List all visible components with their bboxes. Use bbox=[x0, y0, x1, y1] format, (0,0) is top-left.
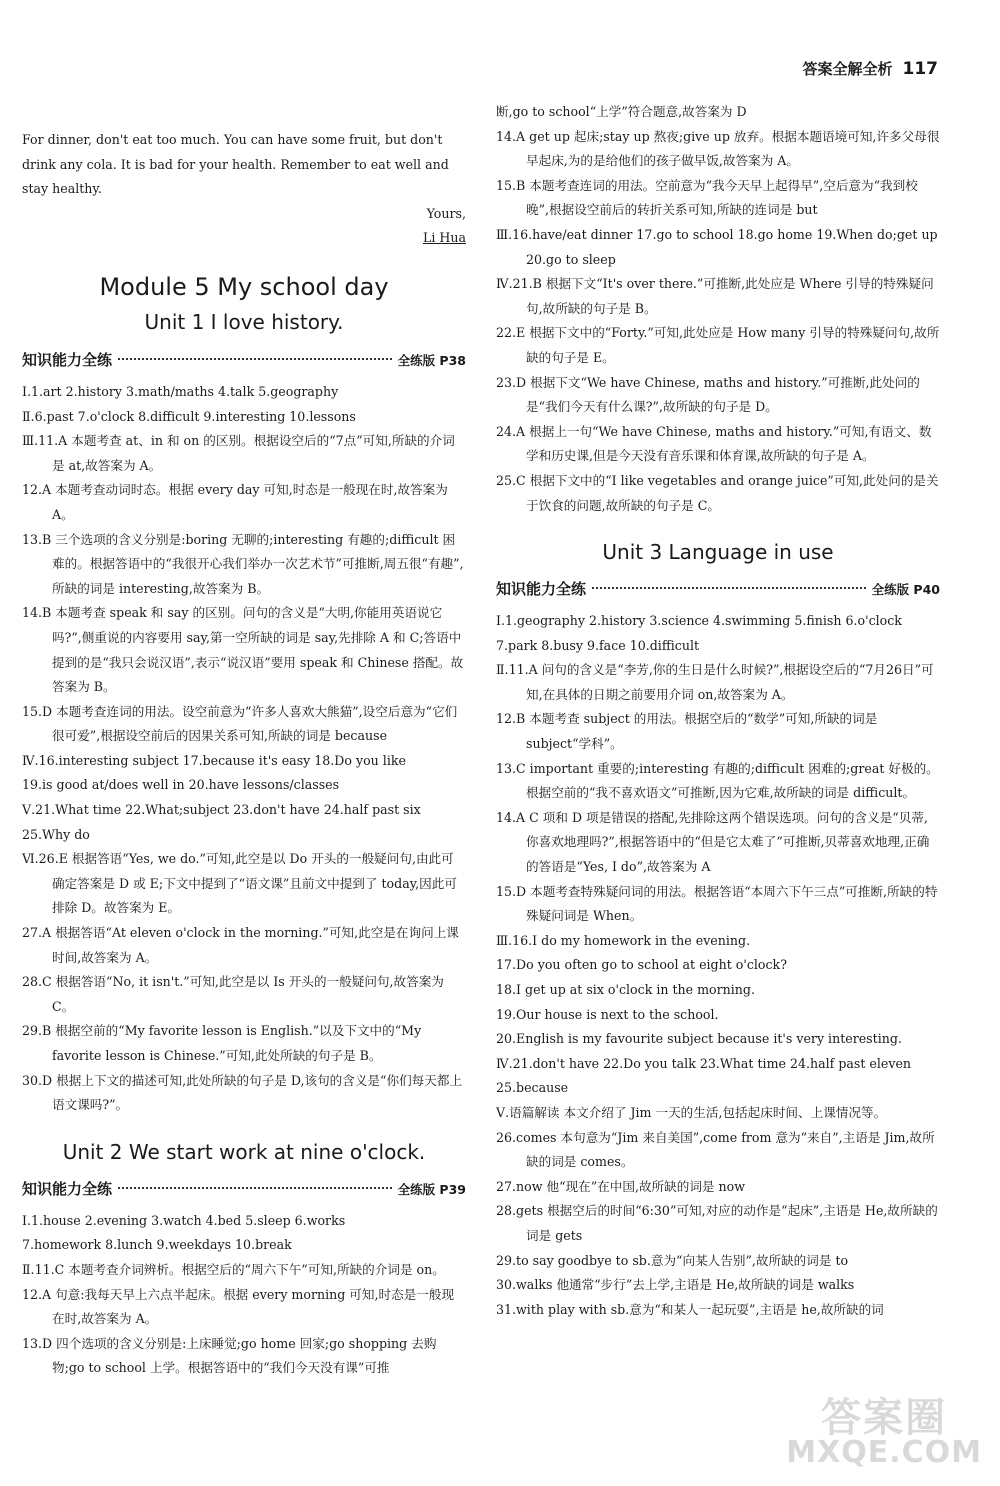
unit2-answers-continued bbox=[496, 100, 940, 518]
answer-line: 13.C important 重要的;interesting 有趣的;difficult 困难的;great 好极的。根据空前的“我不喜欢语文”可推断,因为它难,故所缺的词是 difficult。 bbox=[496, 760, 939, 801]
unit1-title: Unit 1 I love history. bbox=[144, 309, 344, 334]
answer-line: Ⅱ.11.C 本题考查介词辨析。根据空后的“周六下午”可知,所缺的介词是 on。 bbox=[22, 1261, 445, 1277]
answer-line: Ⅲ.16.have/eat dinner 17.go to school 18.go home 19.When do;get up 20.go to sleep bbox=[496, 226, 938, 267]
answer-line: 26.comes 本句意为“Jim 来自美国”,come from 意为“来自”,主语是 Jim,故所缺的词是 comes。 bbox=[496, 1129, 935, 1170]
answer-line: 12.A 句意:我每天早上六点半起床。根据 every morning 可知,时态是一般现在时,故答案为 A。 bbox=[22, 1286, 455, 1327]
answer-line: 25.because bbox=[496, 1080, 569, 1096]
section-name: 知识能力全练 bbox=[496, 580, 587, 599]
page-number: 117 bbox=[902, 59, 938, 79]
answer-line: 13.D 四个选项的含义分别是:上床睡觉;go home 回家;go shopping 去购物;go to school 上学。根据答语中的“我们今天没有课”可推 bbox=[22, 1335, 437, 1376]
section-ref: 全练版 P38 bbox=[397, 352, 466, 368]
answer-line: Ⅰ.1.geography 2.history 3.science 4.swimming 5.finish 6.o'clock bbox=[496, 613, 902, 629]
right-column bbox=[496, 100, 940, 1322]
answer-line: 23.D 根据下文“We have Chinese, maths and history.”可推断,此处问的是“我们今天有什么课?”,故所缺的句子是 D。 bbox=[496, 374, 920, 415]
watermark-url: MXQE.COM bbox=[786, 1435, 982, 1470]
answer-line: 28.gets 根据空后的时间“6:30”可知,对应的动作是“起床”,主语是 He,故所缺的词是 gets bbox=[496, 1203, 938, 1243]
section-name: 知识能力全练 bbox=[22, 350, 113, 369]
answer-line: 7.park 8.busy 9.face 10.difficult bbox=[496, 637, 700, 653]
answer-line: 15.D 本题考查特殊疑问词的用法。根据答语“本周六下午三点”可推断,所缺的特殊疑问词是 When。 bbox=[496, 883, 938, 924]
dotted-leader bbox=[118, 1187, 392, 1189]
answer-line: 断,go to school“上学”符合题意,故答案为 D bbox=[496, 104, 747, 119]
dotted-leader bbox=[592, 587, 866, 589]
answer-line: Ⅴ.语篇解读 本文介绍了 Jim 一天的生活,包括起床时间、上课情况等。 bbox=[496, 1104, 887, 1120]
page-header bbox=[802, 58, 938, 79]
answer-line: 29.B 根据空前的“My favorite lesson is English.”以及下文中的“My favorite lesson is Chinese.”可知,此处所缺的句子是 B。 bbox=[22, 1023, 422, 1063]
answer-line: 27.now 他“现在”在中国,故所缺的词是 now bbox=[496, 1178, 745, 1194]
answer-line: 31.with play with sb.意为“和某人一起玩耍”,主语是 he,故所缺的词 bbox=[496, 1301, 884, 1317]
unit3-answers bbox=[496, 609, 940, 1322]
answer-line: 25.C 根据下文中的“I like vegetables and orange juice”可知,此处问的是关于饮食的问题,故所缺的句子是 C。 bbox=[496, 472, 939, 513]
letter-signature bbox=[22, 226, 466, 251]
answer-line: 17.Do you often go to school at eight o'clock? bbox=[496, 957, 787, 973]
answer-line: 12.A 本题考查动词时态。根据 every day 可知,时态是一般现在时,故答案为 A。 bbox=[22, 482, 448, 522]
header-title: 答案全解全析 bbox=[802, 60, 893, 78]
answer-line: 19.Our house is next to the school. bbox=[496, 1006, 719, 1022]
section-ref: 全练版 P39 bbox=[397, 1181, 466, 1197]
answer-line: 18.I get up at six o'clock in the morning. bbox=[496, 982, 755, 997]
answer-line: 22.E 根据下文中的“Forty.”可知,此处应是 How many 引导的特殊疑问句,故所缺的句子是 E。 bbox=[496, 325, 940, 365]
answer-line: Ⅰ.1.house 2.evening 3.watch 4.bed 5.sleep 6.works bbox=[22, 1212, 346, 1228]
answer-line: Ⅰ.1.art 2.history 3.math/maths 4.talk 5.geography bbox=[22, 383, 339, 399]
answer-line: 20.English is my favourite subject because it's very interesting. bbox=[496, 1031, 902, 1047]
section-header bbox=[496, 576, 940, 603]
unit1-answers bbox=[22, 380, 466, 1118]
unit3-title: Unit 3 Language in use bbox=[602, 540, 834, 565]
watermark bbox=[786, 1395, 982, 1470]
answer-line: Ⅵ.26.E 根据答语“Yes, we do.”可知,此空是以 Do 开头的一般疑问句,由此可确定答案是 D 或 E;下文中提到了“语文课”且前文中提到了 today,因此可排除 D。故答案为 E。 bbox=[22, 851, 457, 916]
signature-name: Li Hua bbox=[423, 230, 466, 246]
section-ref: 全练版 P40 bbox=[871, 582, 940, 598]
dotted-leader bbox=[118, 358, 392, 360]
answer-line: Ⅲ.11.A 本题考查 at、in 和 on 的区别。根据设空后的“7点”可知,所缺的介词是 at,故答案为 A。 bbox=[22, 433, 455, 473]
answer-line: 29.to say goodbye to sb.意为“向某人告别”,故所缺的词是 to bbox=[496, 1252, 849, 1268]
answer-line: 7.homework 8.lunch 9.weekdays 10.break bbox=[22, 1237, 292, 1253]
answer-line: Ⅳ.21.don't have 22.Do you talk 23.What time 24.half past eleven bbox=[496, 1055, 912, 1071]
answer-line: 14.A C 项和 D 项是错误的搭配,先排除这两个错误选项。问句的含义是“贝蒂,你喜欢地理吗?”,根据答语中的“但是它太难了”可推断,贝蒂喜欢地理,正确的答语是“Yes, I do”,故答案为 A bbox=[496, 809, 930, 875]
answer-line: 13.B 三个选项的含义分别是:boring 无聊的;interesting 有趣的;difficult 困难的。根据答语中的“我很开心我们举办一次艺术节”可推断,周五很“有趣”,所缺的词是 interesting,故答案为 B。 bbox=[22, 531, 464, 596]
letter-closing: Yours, bbox=[426, 205, 466, 221]
answer-line: 30.walks 他通常“步行”去上学,主语是 He,故所缺的词是 walks bbox=[496, 1277, 855, 1293]
answer-line: 19.is good at/does well in 20.have lessons/classes bbox=[22, 777, 340, 793]
unit2-answers bbox=[22, 1209, 466, 1381]
letter-paragraph: For dinner, don't eat too much. You can have some fruit, but don't drink any cola. It is bad for your health. Remember to eat well and stay healthy. bbox=[22, 132, 449, 197]
answer-line: 14.A get up 起床;stay up 熬夜;give up 放弃。根据本题语境可知,许多父母很早起床,为的是给他们的孩子做早饭,故答案为 A。 bbox=[496, 128, 940, 169]
answer-line: 12.B 本题考查 subject 的用法。根据空后的“数学”可知,所缺的词是 subject“学科”。 bbox=[496, 711, 878, 752]
answer-line: 24.A 根据上一句“We have Chinese, maths and history.”可知,有语文、数学和历史课,但是今天没有音乐课和体育课,故所缺的句子是 A。 bbox=[496, 423, 932, 464]
answer-line: Ⅳ.21.B 根据下文“It's over there.”可推断,此处应是 Where 引导的特殊疑问句,故所缺的句子是 B。 bbox=[496, 276, 934, 316]
answer-line: 15.D 本题考查连词的用法。设空前意为“许多人喜欢大熊猫”,设空后意为“它们很可爱”,根据设空前后的因果关系可知,所缺的词是 because bbox=[22, 703, 458, 744]
answer-line: Ⅱ.11.A 问句的含义是“李芳,你的生日是什么时候?”,根据设空后的“7月26日”可知,在具体的日期之前要用介词 on,故答案为 A。 bbox=[496, 662, 934, 702]
watermark-logo-text: 答案圈 bbox=[821, 1395, 948, 1441]
section-header bbox=[22, 347, 466, 374]
answer-line: 14.B 本题考查 speak 和 say 的区别。问句的含义是“大明,你能用英语说它吗?”,侧重说的内容要用 say,第一空所缺的词是 say,先排除 A 和 C;答语中提到的是“我只会说汉语”,表示“说汉语”要用 speak 和 Chinese 搭配。故答案为 B。 bbox=[22, 605, 464, 695]
left-column bbox=[22, 128, 466, 1381]
unit2-title: Unit 2 We start work at nine o'clock. bbox=[62, 1139, 426, 1164]
answer-line: 30.D 根据上下文的描述可知,此处所缺的句子是 D,该句的含义是“你们每天都上语文课吗?”。 bbox=[22, 1072, 463, 1113]
module-title: Module 5 My school day bbox=[99, 272, 389, 301]
answer-line: 25.Why do bbox=[22, 826, 90, 842]
answer-line: 15.B 本题考查连词的用法。空前意为“我今天早上起得早”,空后意为“我到校晚”,根据设空前后的转折关系可知,所缺的连词是 but bbox=[496, 177, 918, 218]
answer-line: 28.C 根据答语“No, it isn't.”可知,此空是以 Is 开头的一般疑问句,故答案为 C。 bbox=[22, 974, 444, 1014]
answer-line: Ⅴ.21.What time 22.What;subject 23.don't have 24.half past six bbox=[22, 802, 421, 818]
answer-line: Ⅱ.6.past 7.o'clock 8.difficult 9.interesting 10.lessons bbox=[22, 408, 356, 424]
answer-line: Ⅲ.16.I do my homework in the evening. bbox=[496, 932, 751, 948]
section-name: 知识能力全练 bbox=[22, 1179, 113, 1198]
answer-line: Ⅳ.16.interesting subject 17.because it's easy 18.Do you like bbox=[22, 752, 406, 768]
section-header bbox=[22, 1176, 466, 1203]
answer-line: 27.A 根据答语“At eleven o'clock in the morning.”可知,此空是在询问上课时间,故答案为 A。 bbox=[22, 925, 459, 965]
